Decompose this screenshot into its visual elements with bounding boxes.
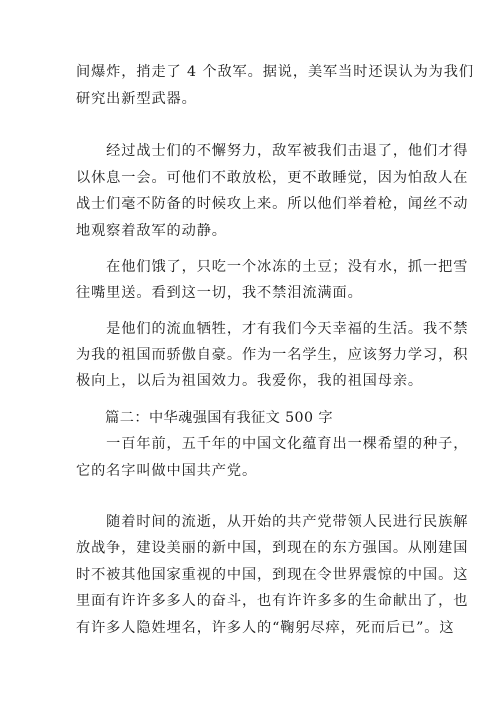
text-line: 在他们饿了，只吃一个冰冻的土豆；没有水，抓一把雪 — [76, 259, 469, 275]
text-line: 经过战士们的不懈努力，敌军被我们击退了，他们才得 — [76, 143, 469, 159]
text-line: 它的名字叫做中国共产党。 — [76, 463, 258, 479]
text-line: 随着时间的流逝，从开始的共产党带领人民进行民族解 — [76, 514, 469, 530]
text-line: 地观察着敌军的动静。 — [76, 223, 227, 239]
text-line: 有许多人隐姓埋名，许多人的“鞠躬尽瘁，死而后已”。这 — [76, 620, 455, 636]
text-line: 放战争，建设美丽的新中国，到现在的东方强国。从刚建国 — [76, 540, 469, 556]
text-line: 极向上，以后为祖国效力。我爱你，我的祖国母亲。 — [76, 373, 424, 389]
text-line: 以休息一会。可他们不敢放松，更不敢睡觉，因为怕敌人在 — [76, 170, 469, 186]
text-line: 战士们毫不防备的时候攻上来。所以他们举着枪，闻丝不动 — [76, 196, 469, 212]
text-line: 是他们的流血牺牲，才有我们今天幸福的生活。我不禁 — [76, 321, 469, 337]
text-line: 间爆炸，捎走了 4 个敌军。据说，美军当时还误认为为我们 — [76, 64, 474, 80]
text-line: 时不被其他国家重视的中国，到现在令世界震惊的中国。这 — [76, 567, 469, 583]
text-line: 往嘴里送。看到这一切，我不禁泪流满面。 — [76, 285, 363, 301]
text-line: 里面有许许多多人的奋斗，也有许许多多的生命献出了，也 — [76, 593, 469, 609]
text-line: 为我的祖国而骄傲自豪。作为一名学生，应该努力学习，积 — [76, 347, 469, 363]
section-heading: 篇二：中华魂强国有我征文 500 字 — [76, 410, 333, 426]
text-line: 一百年前，五千年的中国文化蕴育出一棵希望的种子， — [76, 436, 469, 452]
text-line: 研究出新型武器。 — [76, 91, 197, 107]
